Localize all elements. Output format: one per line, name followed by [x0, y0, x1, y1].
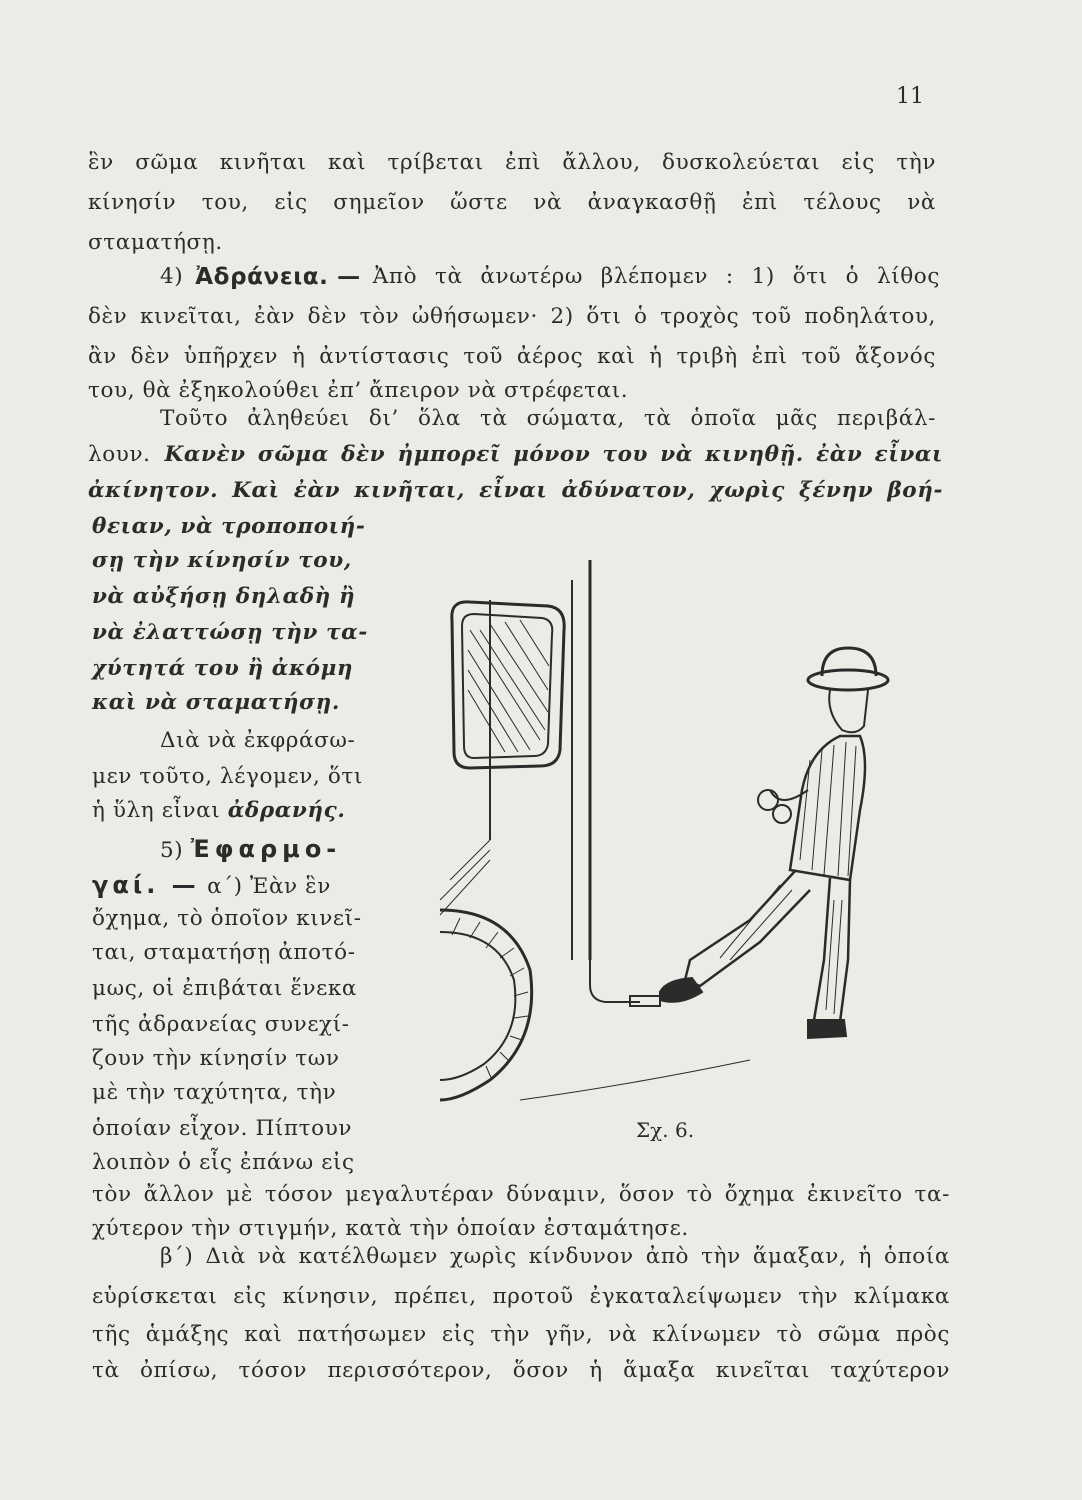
- text-span: ἡ ὕλη εἶναι: [92, 798, 221, 823]
- text-line: μεν τοῦτο, λέγομεν, ὅτι: [92, 764, 363, 789]
- text-line: ὁποίαν εἶχον. Πίπτουν: [92, 1116, 353, 1141]
- section-heading: Ἀδράνεια. —: [195, 264, 361, 290]
- text-line: Ἀπὸ τὰ ἀνωτέρω βλέπομεν : 1) ὅτι ὁ λίθος: [372, 264, 940, 289]
- text-line: μως, οἱ ἐπιβάται ἕνεκα: [92, 976, 358, 1001]
- text-line: ὄχημα, τὸ ὁποῖον κινεῖ-: [92, 906, 362, 931]
- text-line: λοιπὸν ὁ εἷς ἐπάνω εἰς: [92, 1150, 355, 1175]
- text-span: α΄) Ἐὰν ἓν: [207, 874, 331, 899]
- text-line: τῆς ἁμάξης καὶ πατήσωμεν εἰς τὴν γῆν, νὰ κλίνωμεν τὸ σῶμα πρὸς: [92, 1322, 950, 1347]
- text-line: τὸν ἄλλον μὲ τόσον μεγαλυτέραν δύναμιν, ὅσον τὸ ὄχημα ἐκινεῖτο τα-: [92, 1182, 950, 1207]
- text-line: μὲ τὴν ταχύτητα, τὴν: [92, 1080, 337, 1105]
- emphasis-text: καὶ νὰ σταματήσῃ.: [92, 690, 340, 715]
- text-line: ἂν δὲν ὑπῆρχεν ἡ ἀντίστασις τοῦ ἀέρος καὶ ἡ τριβὴ ἐπὶ τοῦ ἄξονός: [88, 344, 936, 369]
- text-line: τὰ ὀπίσω, τόσον περισσότερον, ὅσον ἡ ἅμαξα κινεῖται ταχύτερον: [92, 1358, 950, 1383]
- text-line: Διὰ νὰ ἐκφράσω-: [160, 728, 356, 753]
- text-line: [92, 796, 345, 826]
- text-line: σταματήσῃ.: [88, 230, 223, 255]
- text-line: Τοῦτο ἀληθεύει δι’ ὅλα τὰ σώματα, τὰ ὁποῖα μᾶς περιβάλ-: [160, 406, 936, 431]
- text-line: β΄) Διὰ νὰ κατέλθωμεν χωρὶς κίνδυνον ἀπὸ τὴν ἅμαξαν, ἡ ὁποία: [160, 1244, 950, 1269]
- figure-man-stepping-off-vehicle: [430, 540, 970, 1120]
- emphasis-text: νὰ ἐλαττώσῃ τὴν τα-: [92, 620, 368, 645]
- emphasis-text: σῃ τὴν κίνησίν του,: [92, 548, 352, 573]
- text-line: ζουν τὴν κίνησίν των: [92, 1046, 340, 1071]
- emphasis-text: ἀκίνητον.: [88, 478, 219, 503]
- text-line: του, θὰ ἐξηκολούθει ἐπ’ ἄπειρον νὰ στρέφεται.: [88, 378, 629, 403]
- text-line: δὲν κινεῖται, ἐὰν δὲν τὸν ὠθήσωμεν· 2) ὅτι ὁ τροχὸς τοῦ ποδηλάτου,: [88, 304, 936, 329]
- text-line: [88, 476, 943, 506]
- section-4-first-line: [160, 262, 940, 292]
- emphasis-text: νὰ αὐξήσῃ δηλαδὴ ἢ: [92, 584, 356, 609]
- text-line: χύτερον τὴν στιγμήν, κατὰ τὴν ὁποίαν ἐσταμάτησε.: [92, 1216, 689, 1241]
- text-line: ἓν σῶμα κινῆται καὶ τρίβεται ἐπὶ ἄλλου, δυσκολεύεται εἰς τὴν: [88, 150, 936, 175]
- text-line: [92, 870, 331, 902]
- page-number: 11: [896, 84, 924, 109]
- text-line: εὑρίσκεται εἰς κίνησιν, πρέπει, προτοῦ ἐγκαταλείψωμεν τὴν κλίμακα: [92, 1284, 950, 1309]
- section-heading: γαί. —: [92, 871, 200, 899]
- section-heading: Ἐφαρμο-: [190, 835, 342, 863]
- figure-caption: Σχ. 6.: [636, 1118, 695, 1142]
- emphasis-text: Καὶ ἐὰν κινῆται, εἶναι ἀδύνατον, χωρὶς ξένην βοή-: [232, 478, 943, 503]
- emphasis-text: χύτητά του ἢ ἀκόμη: [92, 656, 354, 681]
- emphasis-text: ἀδρανής.: [227, 798, 346, 823]
- section-number: 4): [160, 264, 184, 289]
- text-line: [88, 440, 943, 470]
- emphasis-text: Κανὲν σῶμα δὲν ἠμπορεῖ μόνον του νὰ κινηθῇ. ἐὰν εἶναι: [164, 442, 943, 467]
- section-number: 5): [160, 838, 184, 863]
- text-span: λουν.: [88, 442, 151, 467]
- emphasis-text: θειαν, νὰ τροποποιή-: [92, 514, 366, 539]
- section-5-first-line: [160, 834, 341, 866]
- text-line: ται, σταματήσῃ ἀποτό-: [92, 940, 356, 965]
- text-line: τῆς ἀδρανείας συνεχί-: [92, 1012, 350, 1037]
- text-line: κίνησίν του, εἰς σημεῖον ὥστε νὰ ἀναγκασθῇ ἐπὶ τέλους νὰ: [88, 190, 936, 215]
